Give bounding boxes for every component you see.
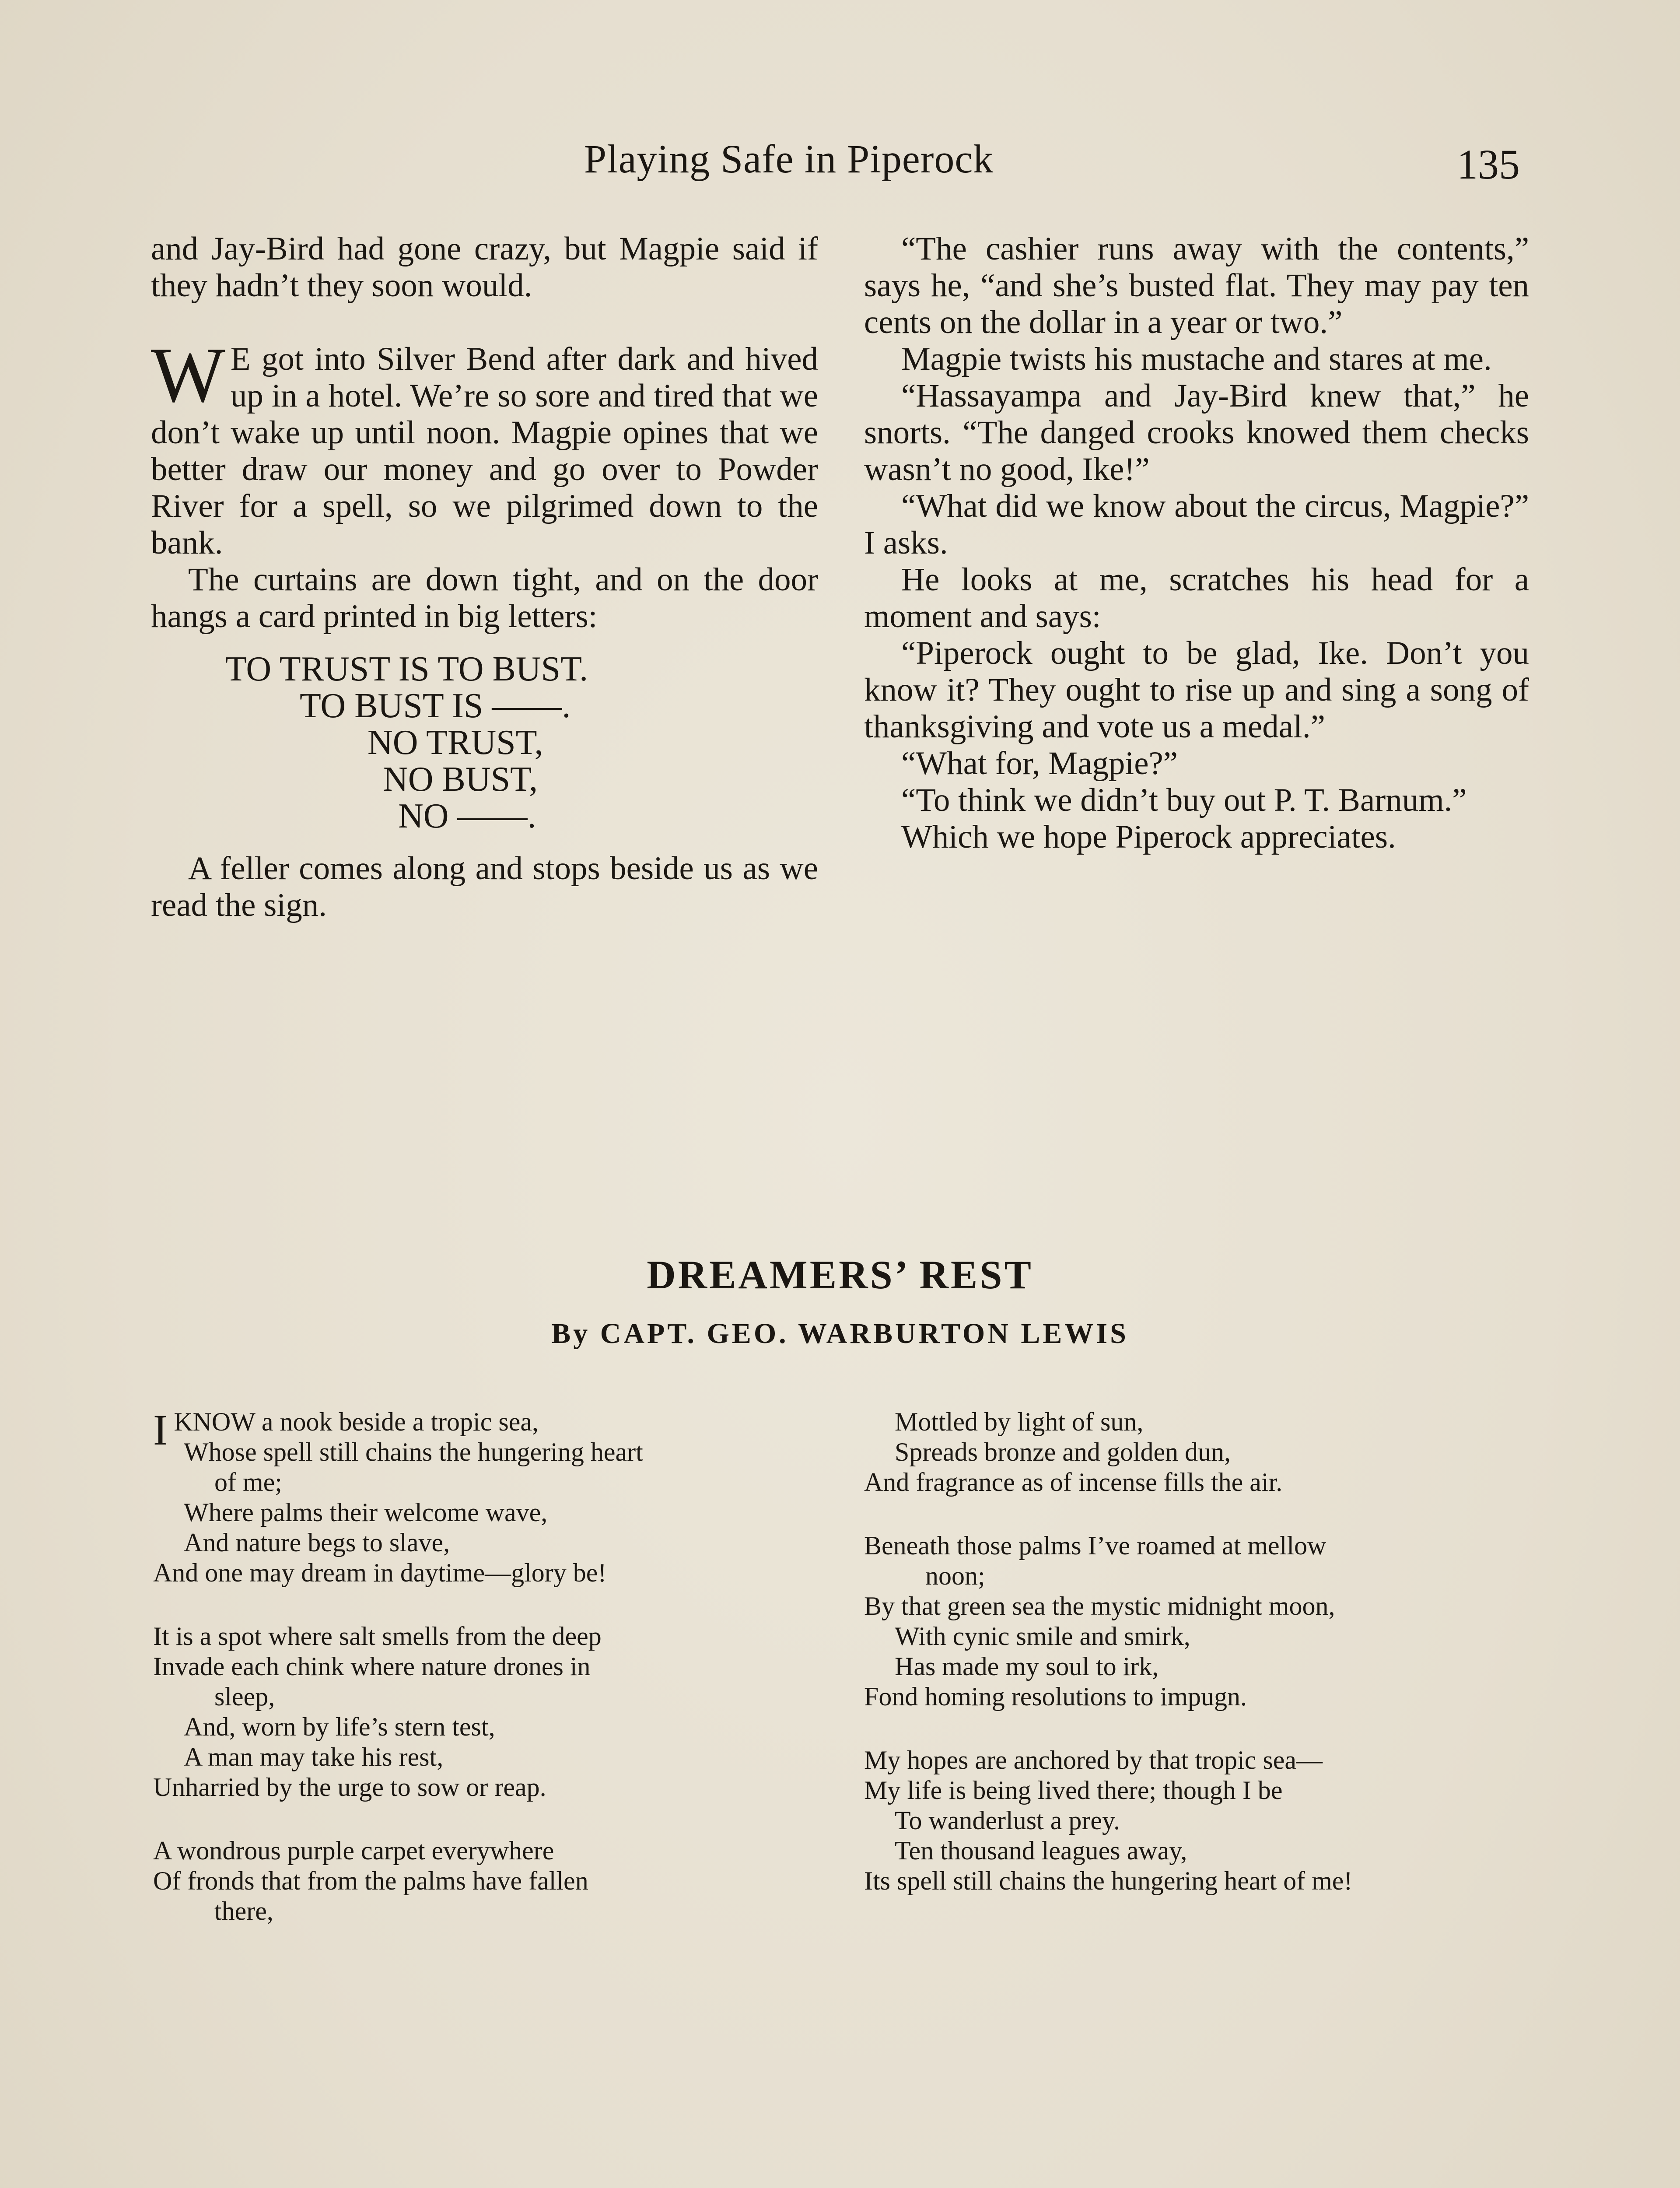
printed-sign: [151, 651, 818, 835]
story-paragraph: “Piperock ought to be glad, Ike. Don’t you know it? They ought to rise up and sing a song of thanksgiving and vote us a medal.”: [864, 635, 1529, 745]
running-title: Playing Safe in Piperock: [584, 137, 994, 181]
story-paragraph: “What did we know about the circus, Magpie?” I asks.: [864, 488, 1529, 561]
poem-line: Invade each chink where nature drones in: [153, 1652, 591, 1681]
poem-line: A wondrous purple carpet everywhere: [153, 1836, 554, 1865]
poem-stanza: [153, 1836, 818, 1926]
poem-stanza: [864, 1745, 1529, 1896]
poem-line: And fragrance as of incense fills the air.: [864, 1468, 1283, 1497]
poem-line: And nature begs to slave,: [184, 1528, 450, 1557]
story-right-column: [864, 231, 1529, 856]
poem-drop-cap: I: [153, 1406, 168, 1454]
poem-line: sleep,: [214, 1682, 275, 1711]
poem-line: Unharried by the urge to sow or reap.: [153, 1773, 546, 1802]
sign-line: TO TRUST IS TO BUST.: [225, 650, 588, 688]
poem-line: there,: [214, 1897, 273, 1925]
poem-line: And, worn by life’s stern test,: [184, 1712, 495, 1741]
sign-line: NO BUST,: [383, 760, 538, 799]
poem-right-column: [864, 1407, 1529, 1896]
poem-line: Of fronds that from the palms have fallen: [153, 1866, 588, 1895]
story-paragraph: Magpie twists his mustache and stares at me.: [901, 341, 1492, 377]
poem-line: My hopes are anchored by that tropic sea—: [864, 1746, 1323, 1774]
poem-stanza: [864, 1531, 1529, 1712]
poem-line: A man may take his rest,: [184, 1743, 444, 1771]
poem-line: Mottled by light of sun,: [895, 1407, 1144, 1436]
poem-line: Where palms their welcome wave,: [184, 1498, 548, 1527]
poem-line: By that green sea the mystic midnight moon,: [864, 1592, 1335, 1620]
poem-line: Fond homing resolutions to impugn.: [864, 1682, 1247, 1711]
story-paragraph: and Jay-Bird had gone crazy, but Magpie said if they hadn’t they soon would.: [151, 231, 818, 304]
sign-line: NO ——.: [398, 797, 536, 835]
poem-byline: By CAPT. GEO. WARBURTON LEWIS: [551, 1318, 1129, 1350]
sign-line: NO TRUST,: [368, 723, 543, 762]
story-paragraph: “The cashier runs away with the contents,” says he, “and she’s busted flat. They may pay ten cents on the dollar in a year or two.”: [864, 231, 1529, 340]
poem-stanza: [864, 1407, 1529, 1497]
poem-stanza: [153, 1621, 818, 1802]
poem-line: Its spell still chains the hungering heart of me!: [864, 1866, 1353, 1895]
story-paragraph-text: E got into Silver Bend after dark and hived up in a hotel. We’re so sore and tired that we don’t wake up until noon. Magpie opines that we better draw our money and go over to Powder River for a spell, so we pilgrimed down to the bank.: [151, 341, 818, 561]
poem-line: With cynic smile and smirk,: [895, 1622, 1190, 1651]
poem-line: Ten thousand leagues away,: [895, 1836, 1187, 1865]
story-paragraph: “What for, Magpie?”: [901, 745, 1178, 782]
poem-line: To wanderlust a prey.: [895, 1806, 1120, 1835]
story-paragraph: He looks at me, scratches his head for a moment and says:: [864, 561, 1529, 635]
page-number: 135: [1457, 141, 1520, 188]
poem-line: Has made my soul to irk,: [895, 1652, 1159, 1681]
story-paragraph: Which we hope Piperock appreciates.: [901, 819, 1396, 855]
story-paragraph: [151, 331, 818, 561]
poem-left-column: [153, 1407, 818, 1926]
poem-line: And one may dream in daytime—glory be!: [153, 1558, 607, 1587]
story-paragraph: The curtains are down tight, and on the door hangs a card printed in big letters:: [151, 561, 818, 635]
poem-title: DREAMERS’ REST: [647, 1252, 1033, 1297]
poem-line: Beneath those palms I’ve roamed at mellow: [864, 1531, 1326, 1560]
poem-line: My life is being lived there; though I be: [864, 1776, 1283, 1805]
poem-line: KNOW a nook beside a tropic sea,: [174, 1407, 539, 1436]
poem-line: noon;: [925, 1561, 985, 1590]
drop-cap: W: [151, 331, 225, 418]
story-paragraph: “Hassayampa and Jay-Bird knew that,” he snorts. “The danged crooks knowed them checks wasn’t no good, Ike!”: [864, 378, 1529, 487]
poem-line: of me;: [214, 1468, 282, 1497]
story-paragraph: “To think we didn’t buy out P. T. Barnum.”: [901, 782, 1467, 818]
poem-line: Whose spell still chains the hungering heart: [184, 1438, 643, 1466]
poem-stanza: [153, 1407, 818, 1588]
story-left-column: [151, 231, 818, 924]
story-paragraph: A feller comes along and stops beside us as we read the sign.: [151, 850, 818, 923]
poem-line: Spreads bronze and golden dun,: [895, 1438, 1231, 1466]
poem-line: It is a spot where salt smells from the deep: [153, 1622, 602, 1651]
sign-line: TO BUST IS ——.: [300, 687, 571, 725]
